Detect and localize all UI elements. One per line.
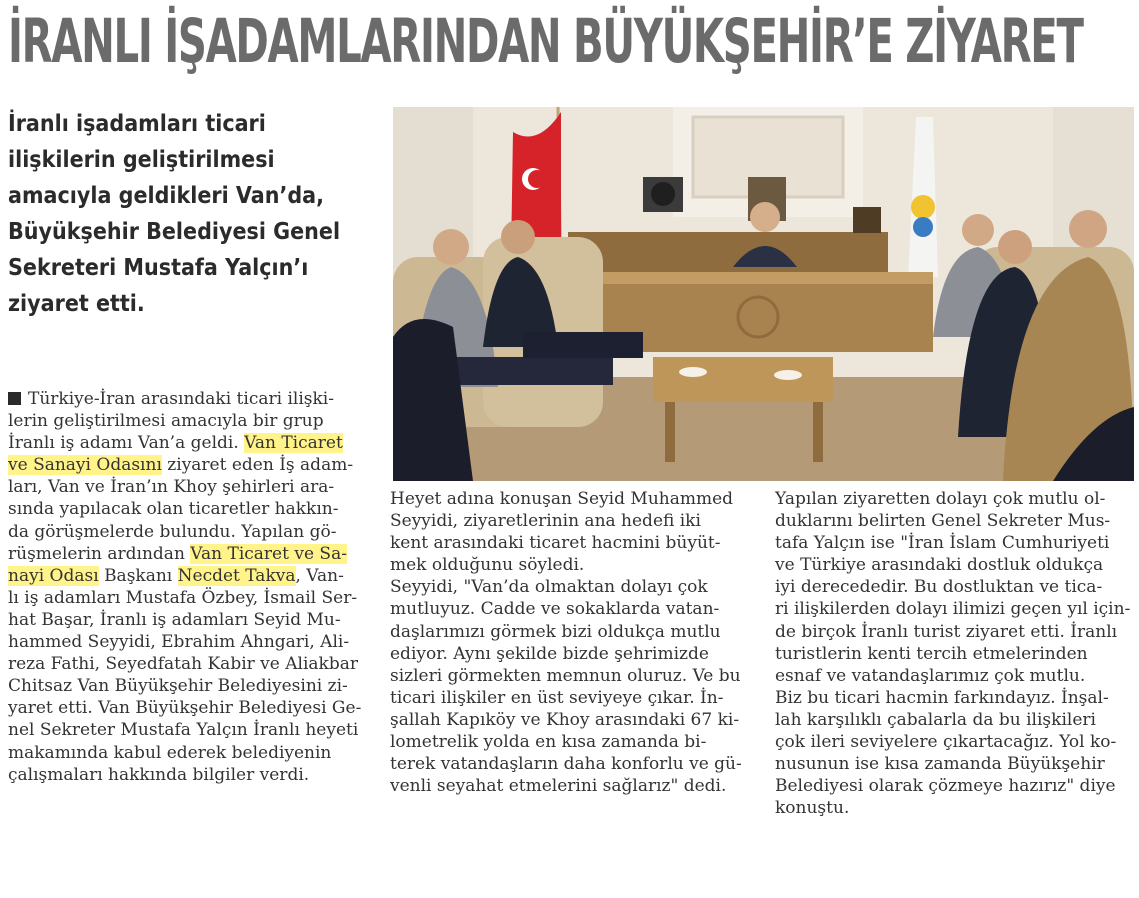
lede-line: İranlı işadamları ticari xyxy=(8,111,266,137)
text-line: lı iş adamları Mustafa Özbey, İsmail Ser- xyxy=(8,587,358,608)
text-line: hammed Seyyidi, Ebrahim Ahngari, Ali- xyxy=(8,632,350,653)
text-line xyxy=(8,565,380,587)
text-line: terek vatandaşların daha konforlu ve gü- xyxy=(390,754,742,775)
text-line: yaret etti. Van Büyükşehir Belediyesi Ge- xyxy=(8,698,362,719)
highlighted-text: Van Ticaret ve Sa- xyxy=(190,543,347,564)
text-line: Belediyesi olarak çözmeye hazırız" diye xyxy=(775,776,1116,797)
text-line: ları, Van ve İran’ın Khoy şehirleri ara- xyxy=(8,477,335,498)
text-segment: ziyaret eden İş adam- xyxy=(167,455,354,476)
headline: İRANLI İŞADAMLARINDAN BÜYÜKŞEHİR’E ZİYARET xyxy=(8,6,1083,77)
lede-line: Sekreteri Mustafa Yalçın’ı xyxy=(8,255,309,281)
text-line: ediyor. Aynı şekilde bizde şehrimizde xyxy=(390,643,709,664)
lede xyxy=(8,106,380,322)
text-line: sizleri görmekten memnun oluruz. Ve bu xyxy=(390,665,741,686)
text-line: Seyyidi, "Van’da olmaktan dolayı çok xyxy=(390,577,708,598)
text-line: de birçok İranlı turist ziyaret etti. İranlı xyxy=(775,621,1118,642)
lede-line: amacıyla geldikleri Van’da, xyxy=(8,183,325,209)
text-segment: Başkanı xyxy=(104,565,173,586)
text-line: Biz bu ticari hacmin farkındayız. İnşal- xyxy=(775,687,1109,708)
text-line: lah karşılıklı çabalarla da bu ilişkileri xyxy=(775,709,1096,730)
text-line xyxy=(8,454,380,476)
text-line: esnaf ve vatandaşlarımız çok mutlu. xyxy=(775,665,1086,686)
lede-line: ziyaret etti. xyxy=(8,291,145,317)
text-line: Heyet adına konuşan Seyid Muhammed xyxy=(390,489,734,509)
lede-line: Büyükşehir Belediyesi Genel xyxy=(8,219,341,245)
text-line: şallah Kapıköy ve Khoy arasındaki 67 ki- xyxy=(390,709,740,730)
text-line: mek olduğunu söyledi. xyxy=(390,555,585,576)
text-line: tafa Yalçın ise "İran İslam Cumhuriyeti xyxy=(775,533,1110,554)
text-segment: Türkiye-İran arasındaki ticari ilişki- xyxy=(28,389,334,409)
text-line: konuştu. xyxy=(775,798,850,819)
text-line: reza Fathi, Seyedfatah Kabir ve Aliakbar xyxy=(8,654,358,675)
meeting-photo-icon xyxy=(393,107,1134,481)
text-line: nusunun ise kısa zamanda Büyükşehir xyxy=(775,754,1105,775)
text-line: Yapılan ziyaretten dolayı çok mutlu ol- xyxy=(775,489,1106,509)
highlighted-text: Van Ticaret xyxy=(244,433,343,454)
text-line: turistlerin kenti tercih etmelerinden xyxy=(775,643,1088,664)
text-segment: İranlı iş adamı Van’a geldi. xyxy=(8,433,239,454)
lede-line: ilişkilerin geliştirilmesi xyxy=(8,147,275,173)
text-line: Seyyidi, ziyaretlerinin ana hedefi iki xyxy=(390,511,701,532)
text-line: makamında kabul ederek belediyenin xyxy=(8,742,332,763)
text-segment: rüşmelerin ardından xyxy=(8,543,185,564)
highlighted-text: nayi Odası xyxy=(8,565,99,586)
body-column-3 xyxy=(775,488,1135,819)
text-line: hat Başar, İranlı iş adamları Seyid Mu- xyxy=(8,609,341,630)
text-line xyxy=(8,432,380,454)
highlighted-text: ve Sanayi Odasını xyxy=(8,455,162,476)
text-line: ticari ilişkiler en üst seviyeye çıkar. İn- xyxy=(390,687,724,708)
text-line: daşlarımızı görmek bizi oldukça mutlu xyxy=(390,621,721,642)
text-line: çok ileri seviyelere çıkartacağız. Yol ko- xyxy=(775,732,1117,753)
text-line: venli seyahat etmelerini sağlarız" dedi. xyxy=(390,776,727,797)
text-segment: , Van- xyxy=(295,565,344,586)
text-line: ri ilişkilerden dolayı ilimizi geçen yıl için- xyxy=(775,599,1131,620)
highlighted-text: Necdet Takva xyxy=(177,565,296,586)
text-line: sında yapılacak olan ticaretler hakkın- xyxy=(8,499,339,520)
text-line xyxy=(8,543,380,565)
body-column-1 xyxy=(8,388,380,786)
text-line: lerin geliştirilmesi amacıyla bir grup xyxy=(8,411,324,432)
text-line: ve Türkiye arasındaki dostluk oldukça xyxy=(775,555,1104,576)
text-line: lometrelik yolda en kısa zamanda bi- xyxy=(390,732,707,753)
text-line: mutluyuz. Cadde ve sokaklarda vatan- xyxy=(390,599,720,620)
text-line: duklarını belirten Genel Sekreter Mus- xyxy=(775,511,1111,532)
bullet-icon xyxy=(8,392,21,405)
text-line xyxy=(8,388,380,410)
text-line: da görüşmelerde bulundu. Yapılan gö- xyxy=(8,521,337,542)
text-line: kent arasındaki ticaret hacmini büyüt- xyxy=(390,533,721,554)
text-line: iyi derecededir. Bu dostluktan ve tica- xyxy=(775,577,1103,598)
text-line: nel Sekreter Mustafa Yalçın İranlı heyeti xyxy=(8,720,359,741)
meeting-photo xyxy=(393,107,1134,481)
body-column-2 xyxy=(390,488,752,797)
text-line: çalışmaları hakkında bilgiler verdi. xyxy=(8,764,310,785)
text-line: Chitsaz Van Büyükşehir Belediyesini zi- xyxy=(8,676,348,697)
